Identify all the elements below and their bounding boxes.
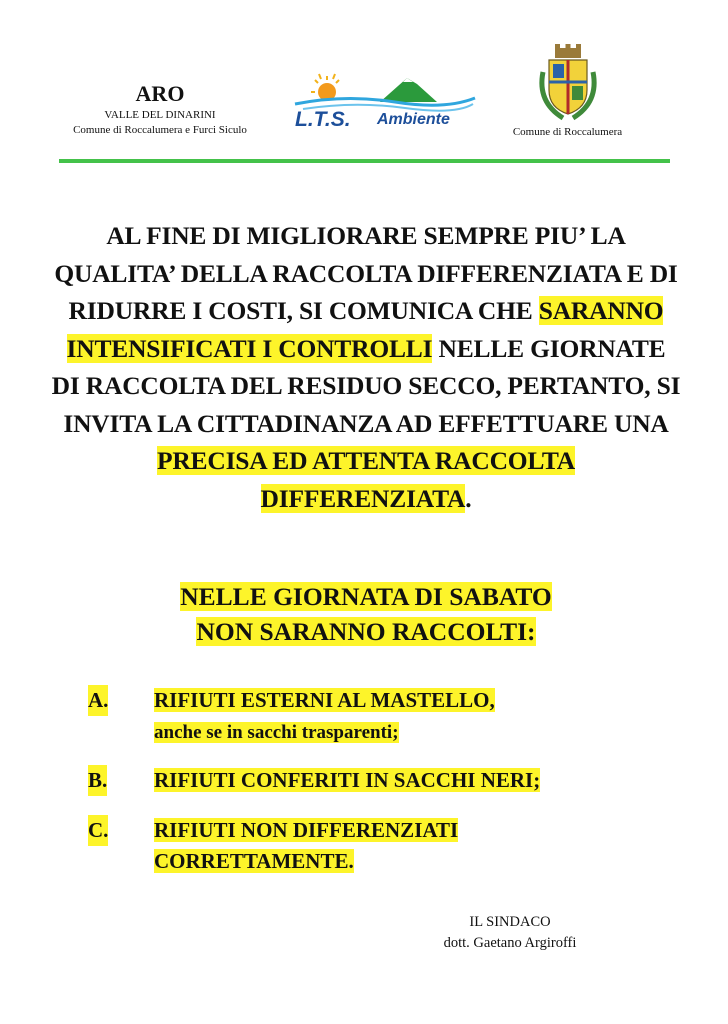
item-text: RIFIUTI CONFERITI IN SACCHI NERI; bbox=[154, 768, 541, 792]
highlight-differenziata: PRECISA ED ATTENTA RACCOLTA DIFFERENZIATA bbox=[156, 446, 576, 513]
signature-name: dott. Gaetano Argiroffi bbox=[443, 935, 577, 951]
logo-lts-text: L.T.S. bbox=[295, 108, 351, 130]
header-divider bbox=[59, 159, 670, 163]
notice-line1: NELLE GIORNATA DI SABATO bbox=[180, 582, 552, 611]
item-text: RIFIUTI ESTERNI AL MASTELLO, bbox=[154, 688, 495, 712]
main-text-part2: NELLE GIORNATE DI RACCOLTA DEL RESIDUO SECCO, PERTANTO, SI INVITA LA CITTADINANZA AD EFFETTUARE UNA bbox=[51, 333, 681, 438]
item-text-continued: CORRETTAMENTE. bbox=[154, 849, 354, 873]
main-text-part3: . bbox=[465, 483, 472, 513]
item-letter: A. bbox=[88, 685, 108, 716]
main-paragraph bbox=[50, 217, 682, 517]
lts-ambiente-logo bbox=[285, 68, 485, 130]
item-letter: C. bbox=[88, 815, 108, 846]
signature-role: IL SINDACO bbox=[469, 914, 551, 930]
saturday-notice bbox=[50, 579, 682, 649]
item-letter: B. bbox=[88, 765, 107, 796]
comune-right: Comune di Roccalumera bbox=[512, 126, 623, 138]
aro-comuni: Comune di Roccalumera e Furci Siculo bbox=[73, 124, 247, 136]
aro-header bbox=[60, 80, 260, 138]
main-text-part1: AL FINE DI MIGLIORARE SEMPRE PIU’ LA QUALITA’ DELLA RACCOLTA DIFFERENZIATA E DI RIDURRE I COSTI, SI COMUNICA CHE bbox=[54, 221, 678, 325]
notice-line2: NON SARANNO RACCOLTI: bbox=[196, 617, 536, 646]
comune-crest-icon bbox=[533, 42, 603, 124]
item-text: RIFIUTI NON DIFFERENZIATI bbox=[154, 818, 459, 842]
highlight-controls: SARANNO INTENSIFICATI I CONTROLLI bbox=[66, 296, 664, 363]
signature-block bbox=[395, 912, 625, 954]
logo-ambiente-text: Ambiente bbox=[377, 111, 450, 128]
aro-subtitle: VALLE DEL DINARINI bbox=[104, 109, 216, 121]
aro-title: ARO bbox=[135, 81, 185, 106]
item-subtext: anche se in sacchi trasparenti; bbox=[154, 722, 399, 743]
